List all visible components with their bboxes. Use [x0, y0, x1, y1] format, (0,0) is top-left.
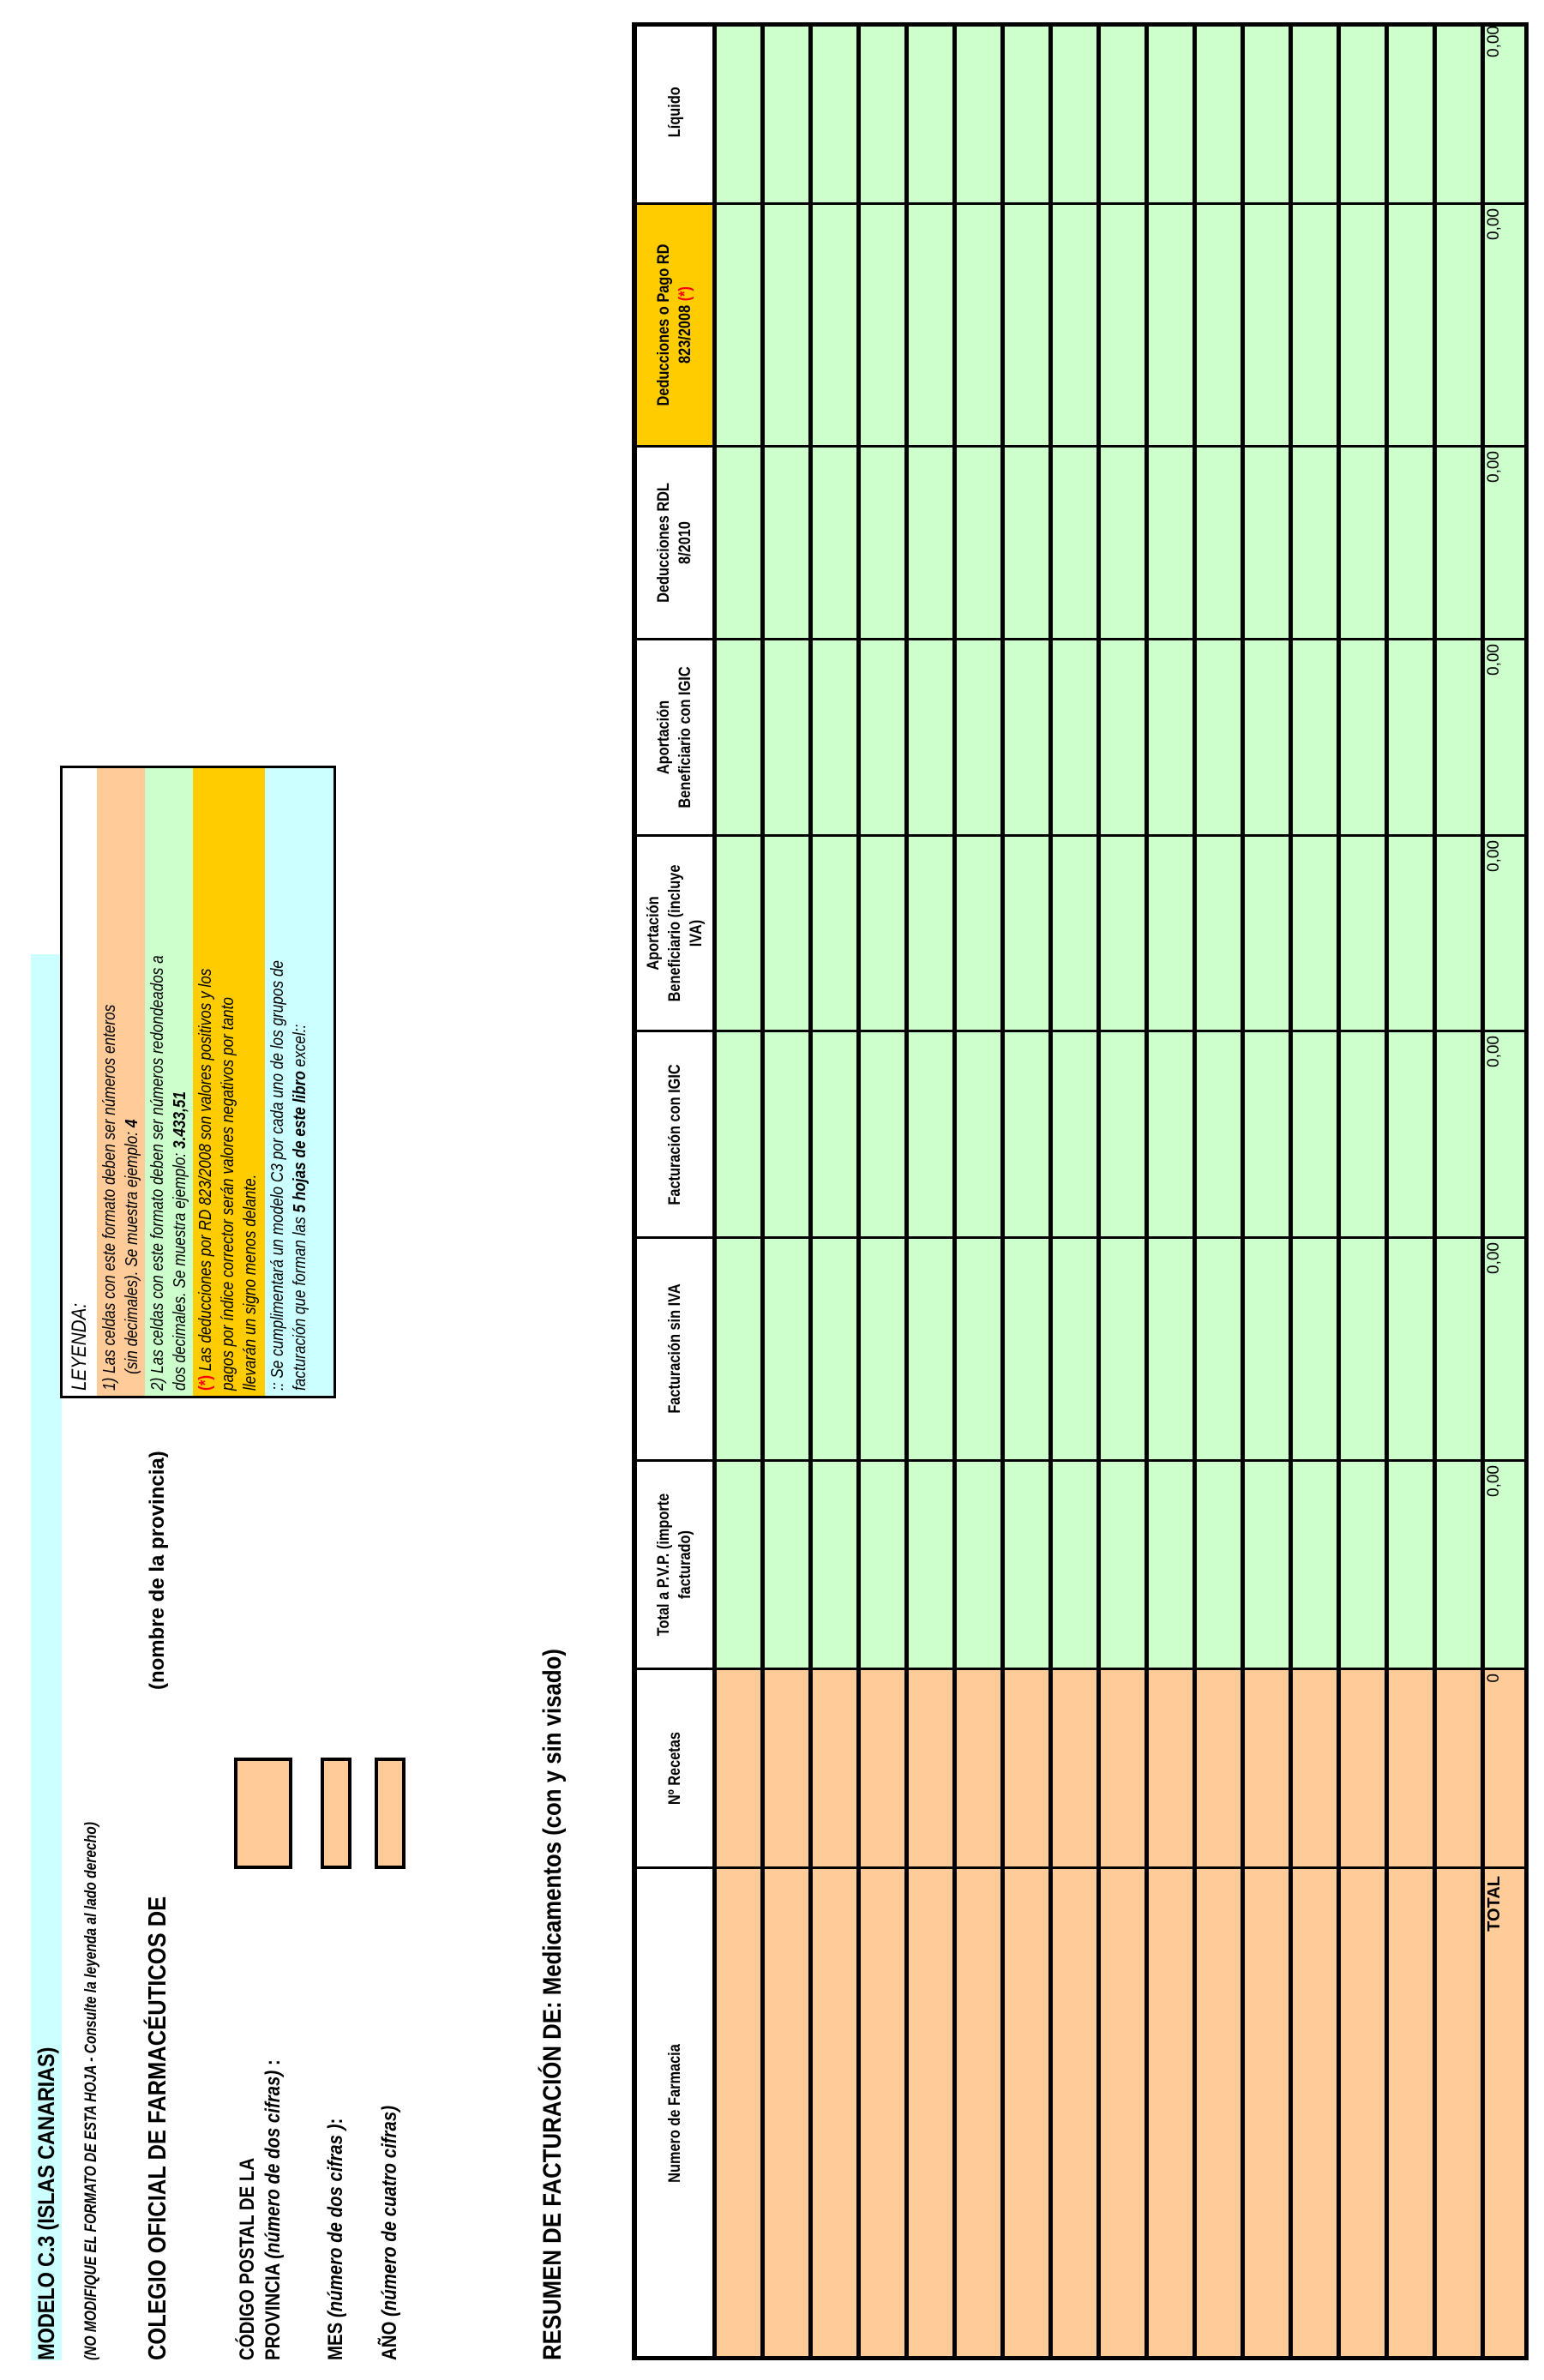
table-cell-deducciones-rdl[interactable] [1048, 448, 1096, 640]
table-cell-aportacion-igic[interactable] [1096, 640, 1144, 837]
table-cell-liquido[interactable] [1144, 22, 1193, 205]
column-header-total-pvp: Total a P.V.P. (importe facturado) [632, 1462, 712, 1670]
table-cell-numero-farmacia[interactable] [1048, 1869, 1096, 2360]
table-cell-numero-farmacia[interactable] [1289, 1869, 1337, 2360]
table-cell-deducciones-rdl[interactable] [1385, 448, 1433, 640]
table-cell-facturacion-con-igic[interactable] [1241, 1032, 1289, 1239]
table-cell-facturacion-con-igic[interactable] [1144, 1032, 1193, 1239]
table-cell-aportacion-igic[interactable] [1193, 640, 1241, 837]
table-cell-facturacion-sin-iva[interactable] [1048, 1239, 1096, 1462]
table-cell-deducciones-pago[interactable] [952, 205, 1000, 448]
table-cell-deducciones-rdl[interactable] [1241, 448, 1289, 640]
mes-label: MES (número de dos cifras ): [324, 2118, 347, 2360]
table-cell-deducciones-rdl[interactable] [1096, 448, 1144, 640]
table-cell-aportacion-igic[interactable] [1433, 640, 1481, 837]
table-cell-deducciones-pago[interactable] [1241, 205, 1289, 448]
provincia-name-hint: (nombre de la provincia) [146, 1451, 169, 1690]
table-cell-deducciones-rdl[interactable] [1337, 448, 1385, 640]
table-cell-aportacion-iva[interactable] [712, 837, 760, 1032]
table-cell-deducciones-pago[interactable] [1289, 205, 1337, 448]
anio-input[interactable] [375, 1758, 406, 1869]
table-cell-aportacion-iva[interactable] [1385, 837, 1433, 1032]
table-cell-num-recetas[interactable] [1048, 1670, 1096, 1869]
table-cell-aportacion-iva[interactable] [1000, 837, 1048, 1032]
table-cell-numero-farmacia[interactable] [808, 1869, 856, 2360]
total-cell-aportacion-iva: 0,00 [1481, 837, 1529, 1032]
table-cell-num-recetas[interactable] [808, 1670, 856, 1869]
table-cell-liquido[interactable] [712, 22, 760, 205]
table-cell-facturacion-con-igic[interactable] [952, 1032, 1000, 1239]
legend-item-decimal: 2) Las celdas con este formato deben ser números redondeados a dos decimales. Se muestra ejemplo: 3.433,51 [145, 768, 193, 1396]
table-cell-aportacion-igic[interactable] [1337, 640, 1385, 837]
table-cell-aportacion-igic[interactable] [712, 640, 760, 837]
mes-input[interactable] [321, 1758, 351, 1869]
table-cell-numero-farmacia[interactable] [760, 1869, 808, 2360]
billing-summary-table [632, 22, 1529, 2360]
table-cell-facturacion-sin-iva[interactable] [1433, 1239, 1481, 1462]
table-cell-total-pvp[interactable] [952, 1462, 1000, 1670]
table-cell-aportacion-iva[interactable] [952, 837, 1000, 1032]
table-cell-num-recetas[interactable] [1096, 1670, 1144, 1869]
table-cell-liquido[interactable] [904, 22, 952, 205]
table-cell-deducciones-pago[interactable] [1193, 205, 1241, 448]
total-cell-liquido: 0,00 [1481, 22, 1529, 205]
table-cell-facturacion-sin-iva[interactable] [1337, 1239, 1385, 1462]
table-cell-facturacion-con-igic[interactable] [1337, 1032, 1385, 1239]
table-cell-total-pvp[interactable] [1000, 1462, 1048, 1670]
column-header-facturacion-sin-iva: Facturación sin IVA [632, 1239, 712, 1462]
table-cell-facturacion-sin-iva[interactable] [1000, 1239, 1048, 1462]
table-cell-total-pvp[interactable] [1289, 1462, 1337, 1670]
table-cell-facturacion-sin-iva[interactable] [904, 1239, 952, 1462]
total-cell-aportacion-igic: 0,00 [1481, 640, 1529, 837]
table-cell-facturacion-con-igic[interactable] [1096, 1032, 1144, 1239]
table-cell-aportacion-iva[interactable] [1433, 837, 1481, 1032]
table-cell-aportacion-igic[interactable] [808, 640, 856, 837]
table-cell-liquido[interactable] [1000, 22, 1048, 205]
table-cell-total-pvp[interactable] [856, 1462, 904, 1670]
table-cell-liquido[interactable] [760, 22, 808, 205]
table-cell-total-pvp[interactable] [1241, 1462, 1289, 1670]
table-cell-num-recetas[interactable] [1337, 1670, 1385, 1869]
table-cell-liquido[interactable] [952, 22, 1000, 205]
table-cell-deducciones-pago[interactable] [1337, 205, 1385, 448]
table-cell-deducciones-rdl[interactable] [1433, 448, 1481, 640]
table-cell-facturacion-con-igic[interactable] [760, 1032, 808, 1239]
legend-item-deducciones: (*) Las deducciones por RD 823/2008 son valores positivos y los pagos por índice corrector serán valores negativos por tanto llevarán un signo menos delante. [193, 768, 265, 1396]
table-cell-num-recetas[interactable] [1385, 1670, 1433, 1869]
total-cell-deducciones-rdl: 0,00 [1481, 448, 1529, 640]
total-cell-deducciones-pago: 0,00 [1481, 205, 1529, 448]
table-cell-deducciones-rdl[interactable] [904, 448, 952, 640]
legend-item-integer: 1) Las celdas con este formato deben ser números enteros (sin decimales). Se muestra ejemplo: 4 [97, 768, 145, 1396]
table-cell-num-recetas[interactable] [1289, 1670, 1337, 1869]
table-cell-facturacion-con-igic[interactable] [1048, 1032, 1096, 1239]
column-header-facturacion-con-igic: Facturación con IGIC [632, 1032, 712, 1239]
table-cell-deducciones-pago[interactable] [1385, 205, 1433, 448]
table-cell-aportacion-iva[interactable] [1241, 837, 1289, 1032]
total-cell-numero-farmacia: TOTAL [1481, 1869, 1529, 2360]
table-cell-aportacion-iva[interactable] [856, 837, 904, 1032]
table-cell-num-recetas[interactable] [952, 1670, 1000, 1869]
table-cell-facturacion-con-igic[interactable] [1289, 1032, 1337, 1239]
table-cell-aportacion-igic[interactable] [856, 640, 904, 837]
table-cell-deducciones-pago[interactable] [1000, 205, 1048, 448]
table-cell-liquido[interactable] [808, 22, 856, 205]
table-cell-aportacion-iva[interactable] [1289, 837, 1337, 1032]
table-cell-facturacion-con-igic[interactable] [1193, 1032, 1241, 1239]
table-cell-deducciones-pago[interactable] [1144, 205, 1193, 448]
total-cell-total-pvp: 0,00 [1481, 1462, 1529, 1670]
total-cell-facturacion-con-igic: 0,00 [1481, 1032, 1529, 1239]
codigo-postal-input[interactable] [234, 1758, 292, 1869]
table-cell-liquido[interactable] [1096, 22, 1144, 205]
table-cell-aportacion-igic[interactable] [760, 640, 808, 837]
table-cell-facturacion-con-igic[interactable] [1433, 1032, 1481, 1239]
table-cell-facturacion-sin-iva[interactable] [1289, 1239, 1337, 1462]
resumen-title: RESUMEN DE FACTURACIÓN DE: Medicamentos (con y sin visado) [538, 1648, 567, 2360]
table-cell-deducciones-rdl[interactable] [952, 448, 1000, 640]
table-cell-deducciones-pago[interactable] [712, 205, 760, 448]
table-cell-total-pvp[interactable] [904, 1462, 952, 1670]
table-cell-aportacion-iva[interactable] [904, 837, 952, 1032]
column-header-aportacion-igic: Aportación Beneficiario con IGIC [632, 640, 712, 837]
table-cell-deducciones-pago[interactable] [904, 205, 952, 448]
total-cell-num-recetas: 0 [1481, 1670, 1529, 1869]
table-cell-liquido[interactable] [1289, 22, 1337, 205]
table-cell-deducciones-pago[interactable] [1048, 205, 1096, 448]
table-cell-facturacion-sin-iva[interactable] [1385, 1239, 1433, 1462]
table-cell-total-pvp[interactable] [1144, 1462, 1193, 1670]
table-cell-deducciones-rdl[interactable] [1289, 448, 1337, 640]
table-cell-total-pvp[interactable] [712, 1462, 760, 1670]
table-cell-facturacion-sin-iva[interactable] [952, 1239, 1000, 1462]
table-cell-liquido[interactable] [1241, 22, 1289, 205]
table-cell-numero-farmacia[interactable] [1193, 1869, 1241, 2360]
table-cell-aportacion-iva[interactable] [808, 837, 856, 1032]
table-cell-facturacion-con-igic[interactable] [1385, 1032, 1433, 1239]
table-cell-facturacion-sin-iva[interactable] [1096, 1239, 1144, 1462]
table-cell-liquido[interactable] [856, 22, 904, 205]
column-header-numero-farmacia: Numero de Farmacia [632, 1869, 712, 2360]
table-cell-liquido[interactable] [1193, 22, 1241, 205]
table-cell-deducciones-pago[interactable] [856, 205, 904, 448]
legend-title: LEYENDA: [63, 768, 97, 1396]
table-cell-liquido[interactable] [1433, 22, 1481, 205]
table-cell-facturacion-con-igic[interactable] [712, 1032, 760, 1239]
table-cell-total-pvp[interactable] [760, 1462, 808, 1670]
table-cell-numero-farmacia[interactable] [1144, 1869, 1193, 2360]
table-cell-deducciones-rdl[interactable] [1193, 448, 1241, 640]
codigo-postal-label-line2: PROVINCIA (número de dos cifras) : [261, 2059, 285, 2360]
column-header-aportacion-iva: Aportación Beneficiario (incluye IVA) [632, 837, 712, 1032]
table-cell-deducciones-rdl[interactable] [1144, 448, 1193, 640]
page-title: MODELO C.3 (ISLAS CANARIAS) [31, 954, 62, 2360]
table-cell-facturacion-sin-iva[interactable] [712, 1239, 760, 1462]
table-cell-num-recetas[interactable] [1193, 1670, 1241, 1869]
table-cell-aportacion-igic[interactable] [1048, 640, 1096, 837]
table-cell-facturacion-con-igic[interactable] [1000, 1032, 1048, 1239]
table-cell-facturacion-sin-iva[interactable] [856, 1239, 904, 1462]
table-cell-num-recetas[interactable] [1144, 1670, 1193, 1869]
table-cell-facturacion-sin-iva[interactable] [1241, 1239, 1289, 1462]
table-cell-numero-farmacia[interactable] [952, 1869, 1000, 2360]
table-cell-liquido[interactable] [1337, 22, 1385, 205]
column-header-deducciones-pago: Deducciones o Pago RD 823/2008 (*) [632, 205, 712, 448]
table-cell-numero-farmacia[interactable] [1241, 1869, 1289, 2360]
table-cell-num-recetas[interactable] [1433, 1670, 1481, 1869]
table-cell-deducciones-pago[interactable] [760, 205, 808, 448]
table-cell-aportacion-iva[interactable] [1337, 837, 1385, 1032]
table-cell-aportacion-igic[interactable] [1385, 640, 1433, 837]
table-cell-aportacion-iva[interactable] [1193, 837, 1241, 1032]
table-cell-deducciones-pago[interactable] [1433, 205, 1481, 448]
table-cell-liquido[interactable] [1048, 22, 1096, 205]
table-cell-num-recetas[interactable] [760, 1670, 808, 1869]
table-cell-deducciones-pago[interactable] [808, 205, 856, 448]
table-cell-num-recetas[interactable] [712, 1670, 760, 1869]
table-cell-total-pvp[interactable] [1193, 1462, 1241, 1670]
legend-item-info: :: Se cumplimentará un modelo C3 por cada uno de los grupos de facturación que forman las 5 hojas de este libro excel:: [265, 768, 333, 1396]
table-cell-total-pvp[interactable] [1433, 1462, 1481, 1670]
table-cell-num-recetas[interactable] [856, 1670, 904, 1869]
table-cell-deducciones-pago[interactable] [1096, 205, 1144, 448]
table-cell-numero-farmacia[interactable] [1337, 1869, 1385, 2360]
table-cell-total-pvp[interactable] [1048, 1462, 1096, 1670]
table-cell-num-recetas[interactable] [904, 1670, 952, 1869]
table-cell-deducciones-rdl[interactable] [1000, 448, 1048, 640]
table-cell-aportacion-igic[interactable] [1241, 640, 1289, 837]
table-cell-aportacion-igic[interactable] [1144, 640, 1193, 837]
column-header-liquido: Líquido [632, 22, 712, 205]
format-warning-note: (NO MODIFIQUE EL FORMATO DE ESTA HOJA - Consulte la leyenda al lado derecho) [82, 1822, 100, 2360]
table-cell-deducciones-rdl[interactable] [712, 448, 760, 640]
table-cell-facturacion-con-igic[interactable] [856, 1032, 904, 1239]
table-cell-numero-farmacia[interactable] [712, 1869, 760, 2360]
table-cell-numero-farmacia[interactable] [904, 1869, 952, 2360]
table-cell-numero-farmacia[interactable] [1096, 1869, 1144, 2360]
table-cell-numero-farmacia[interactable] [1000, 1869, 1048, 2360]
column-header-num-recetas: Nº Recetas [632, 1670, 712, 1869]
table-cell-facturacion-con-igic[interactable] [904, 1032, 952, 1239]
legend-box [60, 766, 336, 1398]
table-cell-facturacion-sin-iva[interactable] [760, 1239, 808, 1462]
table-cell-aportacion-igic[interactable] [1000, 640, 1048, 837]
table-cell-aportacion-iva[interactable] [1144, 837, 1193, 1032]
column-header-deducciones-rdl: Deducciones RDL 8/2010 [632, 448, 712, 640]
table-cell-aportacion-igic[interactable] [1289, 640, 1337, 837]
table-cell-facturacion-sin-iva[interactable] [1193, 1239, 1241, 1462]
table-cell-num-recetas[interactable] [1241, 1670, 1289, 1869]
table-cell-liquido[interactable] [1385, 22, 1433, 205]
table-cell-aportacion-iva[interactable] [760, 837, 808, 1032]
table-cell-facturacion-con-igic[interactable] [808, 1032, 856, 1239]
table-cell-aportacion-iva[interactable] [1096, 837, 1144, 1032]
table-cell-total-pvp[interactable] [808, 1462, 856, 1670]
table-cell-numero-farmacia[interactable] [1433, 1869, 1481, 2360]
table-cell-total-pvp[interactable] [1337, 1462, 1385, 1670]
anio-label: AÑO (número de cuatro cifras) [378, 2106, 401, 2360]
colegio-label: COLEGIO OFICIAL DE FARMACÉUTICOS DE [144, 1896, 171, 2360]
table-cell-numero-farmacia[interactable] [1385, 1869, 1433, 2360]
table-cell-facturacion-sin-iva[interactable] [1144, 1239, 1193, 1462]
table-cell-deducciones-rdl[interactable] [760, 448, 808, 640]
table-cell-aportacion-igic[interactable] [904, 640, 952, 837]
table-cell-deducciones-rdl[interactable] [808, 448, 856, 640]
codigo-postal-label-line1: CÓDIGO POSTAL DE LA [236, 2157, 259, 2360]
table-cell-total-pvp[interactable] [1385, 1462, 1433, 1670]
table-cell-aportacion-igic[interactable] [952, 640, 1000, 837]
table-cell-total-pvp[interactable] [1096, 1462, 1144, 1670]
table-cell-facturacion-sin-iva[interactable] [808, 1239, 856, 1462]
table-cell-num-recetas[interactable] [1000, 1670, 1048, 1869]
table-cell-numero-farmacia[interactable] [856, 1869, 904, 2360]
total-cell-facturacion-sin-iva: 0,00 [1481, 1239, 1529, 1462]
table-cell-deducciones-rdl[interactable] [856, 448, 904, 640]
table-cell-aportacion-iva[interactable] [1048, 837, 1096, 1032]
